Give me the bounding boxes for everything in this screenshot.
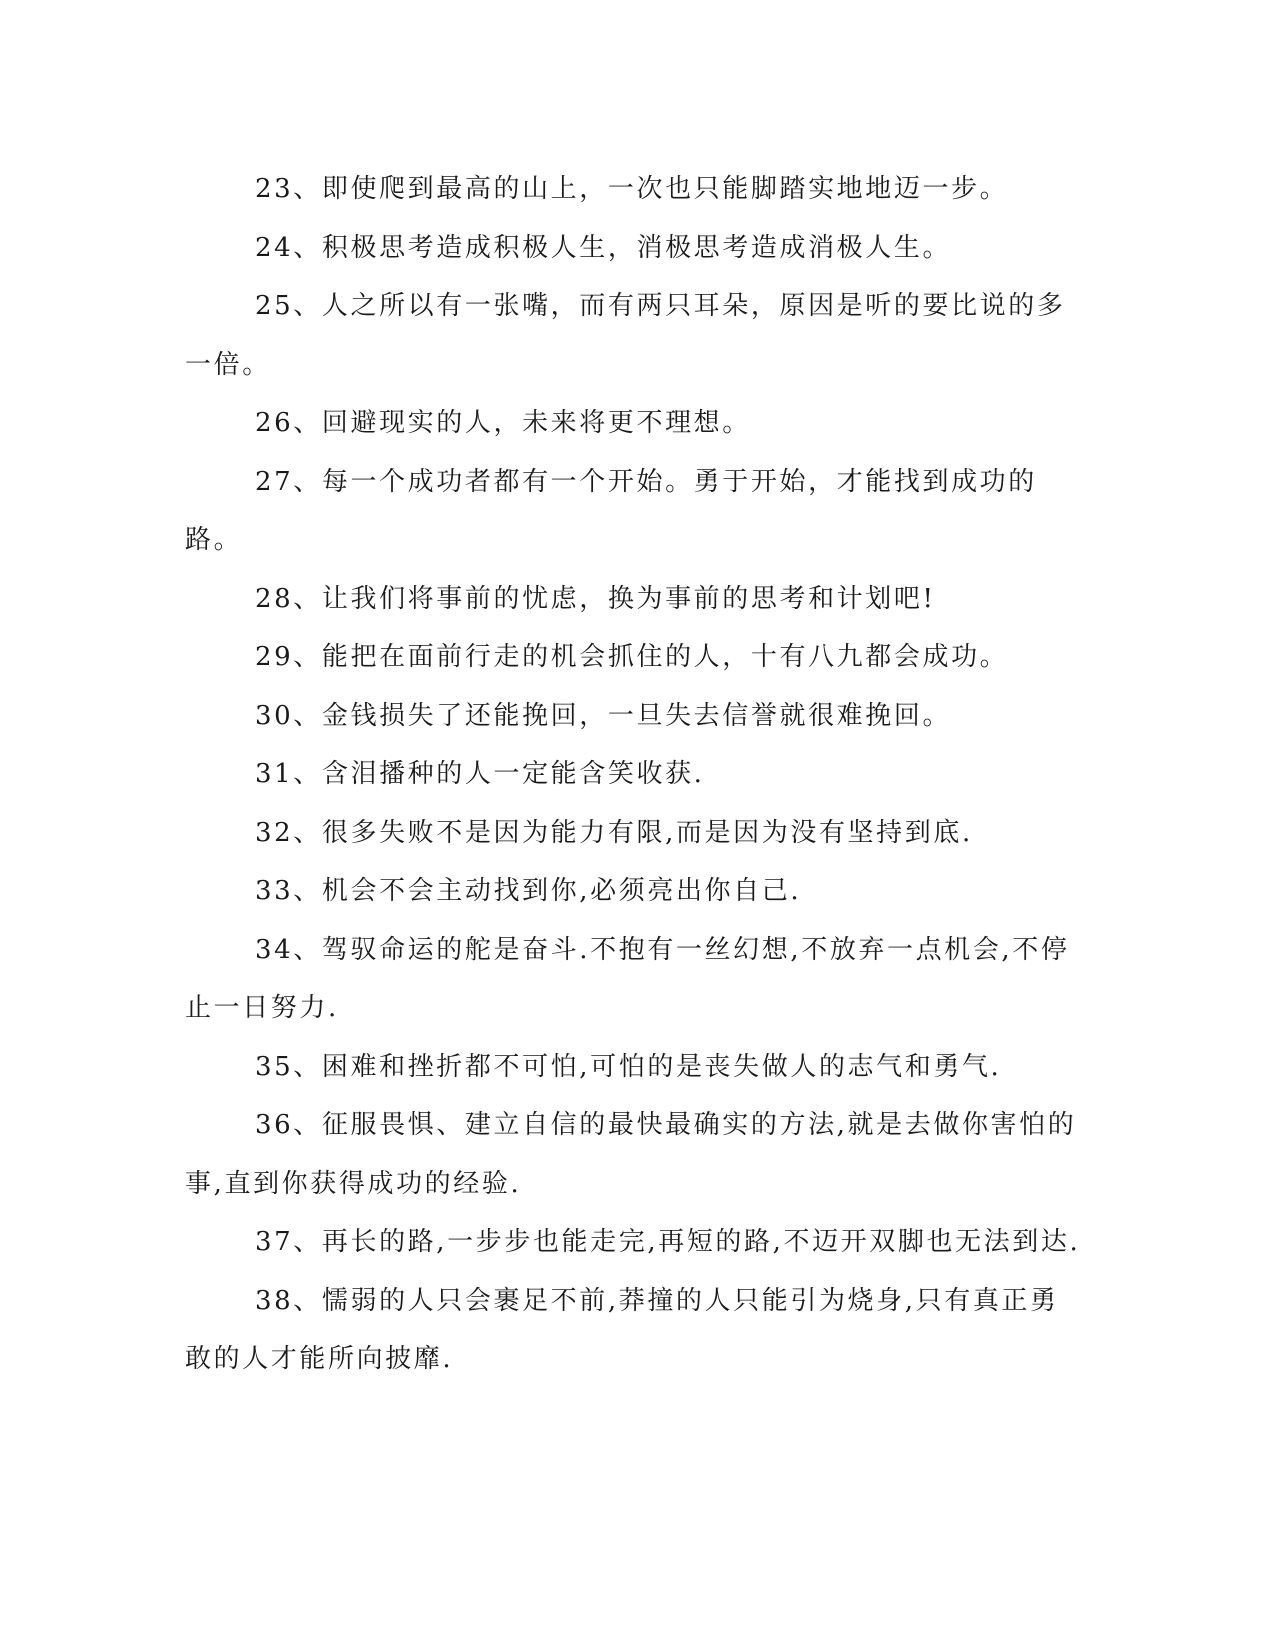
- quote-paragraph-36: 36、征服畏惧、建立自信的最快最确实的方法,就是去做你害怕的事,直到你获得成功的经验.: [185, 1110, 1077, 1199]
- quote-paragraph-32: 32、很多失败不是因为能力有限,而是因为没有坚持到底.: [255, 817, 973, 848]
- quote-paragraph-24: 24、积极思考造成积极人生，消极思考造成消极人生。: [255, 232, 952, 263]
- quote-paragraph-37: 37、再长的路,一步步也能走完,再短的路,不迈开双脚也无法到达.: [255, 1227, 1081, 1257]
- quote-paragraph-23: 23、即使爬到最高的山上，一次也只能脚踏实地地迈一步。: [255, 174, 1009, 204]
- quote-paragraph-31: 31、含泪播种的人一定能含笑收获.: [255, 759, 705, 789]
- quote-paragraph-34: 34、驾驭命运的舵是奋斗.不抱有一丝幻想,不放弃一点机会,不停止一日努力.: [185, 934, 1070, 1023]
- document-body: [185, 160, 1085, 1389]
- quote-paragraph-25: 25、人之所以有一张嘴，而有两只耳朵，原因是听的要比说的多一倍。: [185, 291, 1066, 380]
- quote-paragraph-27: 27、每一个成功者都有一个开始。勇于开始，才能找到成功的路。: [185, 466, 1037, 555]
- quote-paragraph-33: 33、机会不会主动找到你,必须亮出你自己.: [255, 876, 802, 906]
- quote-paragraph-38: 38、懦弱的人只会裹足不前,莽撞的人只能引为烧身,只有真正勇敢的人才能所向披靡.: [185, 1285, 1059, 1374]
- quote-paragraph-29: 29、能把在面前行走的机会抓住的人，十有八九都会成功。: [255, 642, 1009, 672]
- quote-paragraph-35: 35、困难和挫折都不可怕,可怕的是丧失做人的志气和勇气.: [255, 1051, 1002, 1082]
- quote-paragraph-30: 30、金钱损失了还能挽回，一旦失去信誉就很难挽回。: [255, 700, 952, 731]
- quote-paragraph-26: 26、回避现实的人，未来将更不理想。: [255, 408, 751, 438]
- quote-paragraph-28: 28、让我们将事前的忧虑，换为事前的思考和计划吧!: [255, 583, 936, 614]
